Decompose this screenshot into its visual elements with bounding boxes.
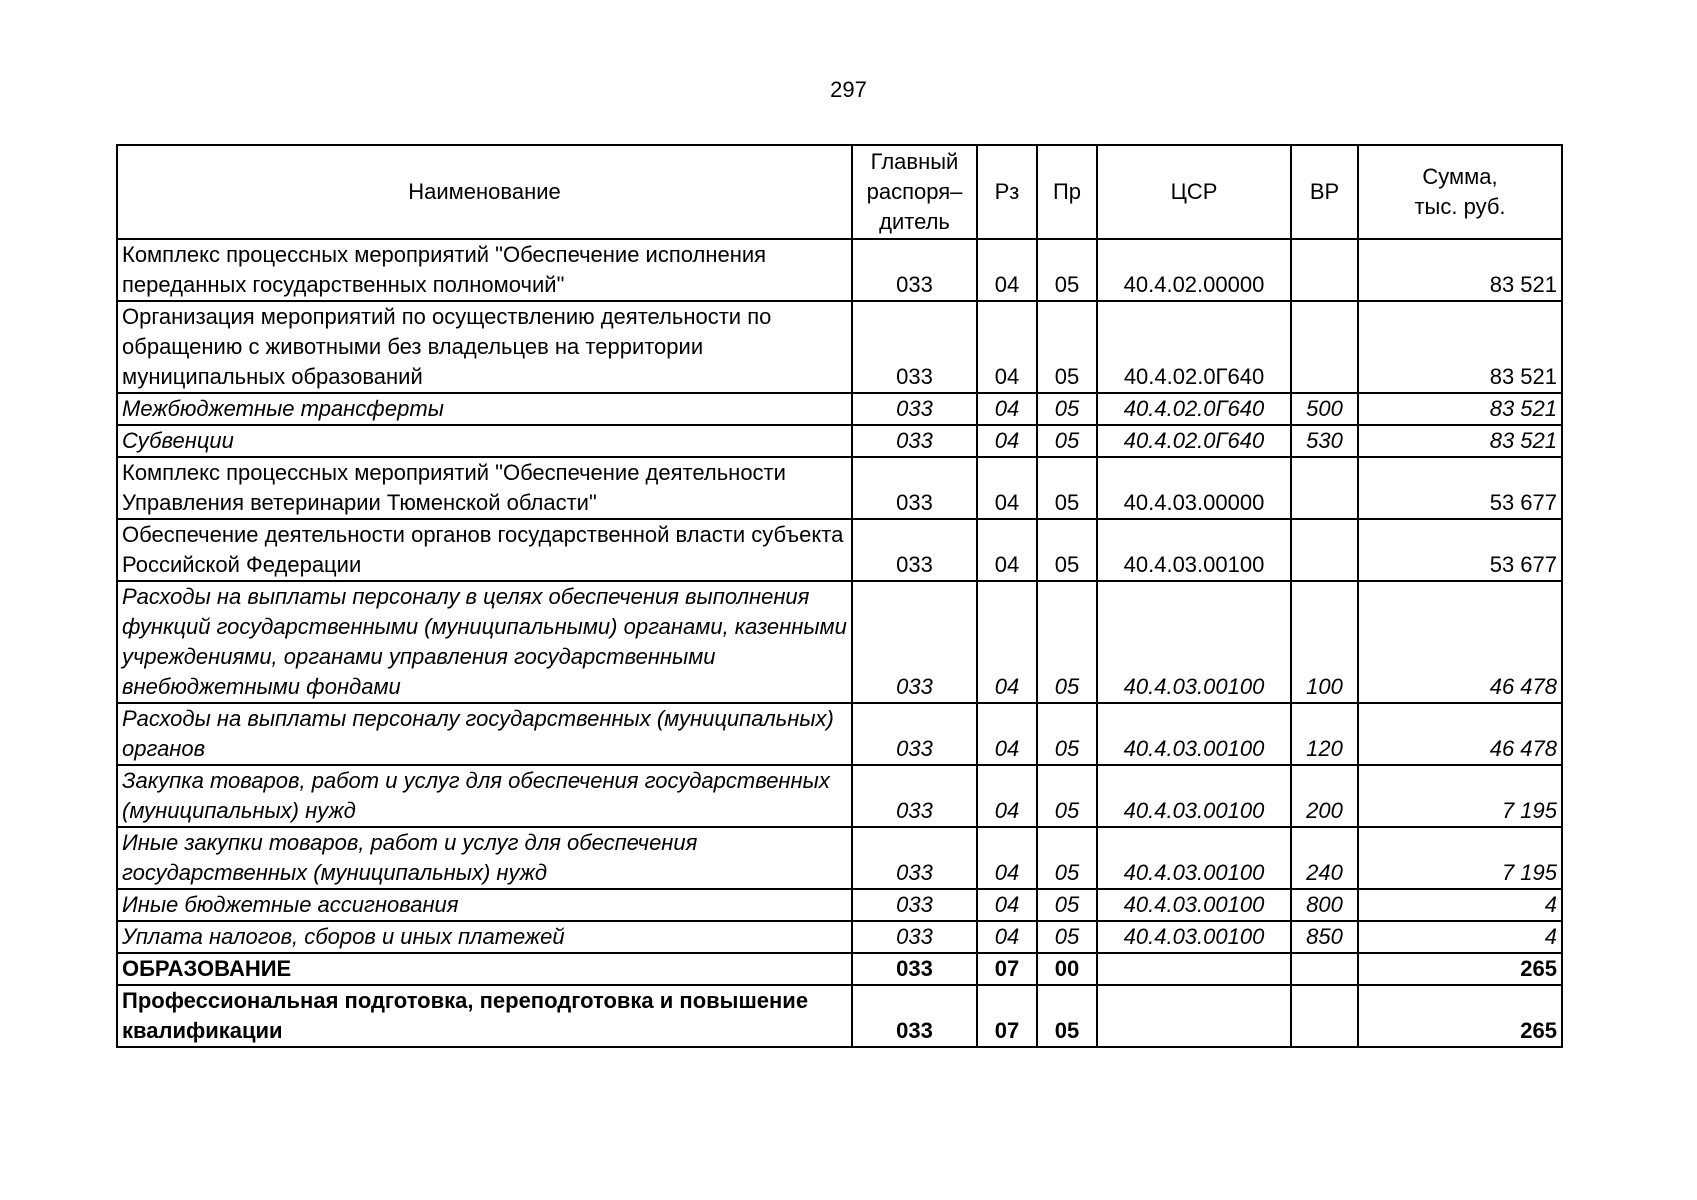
cell-csr: 40.4.03.00100 [1097, 519, 1291, 581]
cell-rz: 04 [977, 239, 1037, 301]
cell-grbs: 033 [852, 827, 977, 889]
cell-name: Профессиональная подготовка, переподготовка и повышение квалификации [117, 985, 852, 1047]
cell-name: Закупка товаров, работ и услуг для обеспечения государственных (муниципальных) нужд [117, 765, 852, 827]
cell-vr [1291, 985, 1358, 1047]
cell-pr: 00 [1037, 953, 1097, 985]
cell-name: Иные бюджетные ассигнования [117, 889, 852, 921]
cell-pr: 05 [1037, 827, 1097, 889]
cell-vr: 530 [1291, 425, 1358, 457]
cell-vr [1291, 239, 1358, 301]
cell-rz: 04 [977, 921, 1037, 953]
cell-grbs: 033 [852, 889, 977, 921]
cell-name: Иные закупки товаров, работ и услуг для обеспечения государственных (муниципальных) нужд [117, 827, 852, 889]
cell-grbs: 033 [852, 519, 977, 581]
cell-csr: 40.4.02.0Г640 [1097, 301, 1291, 393]
cell-csr [1097, 953, 1291, 985]
cell-pr: 05 [1037, 921, 1097, 953]
cell-csr: 40.4.03.00100 [1097, 581, 1291, 703]
cell-rz: 04 [977, 703, 1037, 765]
header-csr: ЦСР [1097, 145, 1291, 239]
cell-pr: 05 [1037, 457, 1097, 519]
header-grbs-line2: распоря– [866, 179, 963, 204]
cell-sum: 7 195 [1358, 827, 1562, 889]
cell-csr [1097, 985, 1291, 1047]
cell-rz: 07 [977, 953, 1037, 985]
cell-vr [1291, 953, 1358, 985]
header-rz: Рз [977, 145, 1037, 239]
cell-grbs: 033 [852, 301, 977, 393]
cell-name: Обеспечение деятельности органов государственной власти субъекта Российской Федерации [117, 519, 852, 581]
cell-grbs: 033 [852, 953, 977, 985]
cell-sum: 46 478 [1358, 703, 1562, 765]
cell-grbs: 033 [852, 581, 977, 703]
table-row [117, 425, 1562, 457]
cell-grbs: 033 [852, 765, 977, 827]
cell-sum: 53 677 [1358, 457, 1562, 519]
table-row [117, 519, 1562, 581]
header-grbs-line3: дитель [879, 209, 950, 234]
cell-sum: 83 521 [1358, 425, 1562, 457]
cell-rz: 04 [977, 425, 1037, 457]
cell-rz: 04 [977, 301, 1037, 393]
cell-rz: 04 [977, 457, 1037, 519]
cell-vr: 100 [1291, 581, 1358, 703]
cell-name: Комплекс процессных мероприятий "Обеспечение деятельности Управления ветеринарии Тюменской области" [117, 457, 852, 519]
cell-pr: 05 [1037, 425, 1097, 457]
cell-rz: 04 [977, 827, 1037, 889]
cell-name: Организация мероприятий по осуществлению деятельности по обращению с животными без владельцев на территории муниципальных образований [117, 301, 852, 393]
cell-sum: 265 [1358, 985, 1562, 1047]
table-row [117, 985, 1562, 1047]
header-sum [1358, 145, 1562, 239]
cell-pr: 05 [1037, 519, 1097, 581]
cell-csr: 40.4.03.00100 [1097, 921, 1291, 953]
cell-vr [1291, 301, 1358, 393]
cell-csr: 40.4.03.00000 [1097, 457, 1291, 519]
table-row [117, 921, 1562, 953]
cell-vr: 800 [1291, 889, 1358, 921]
cell-pr: 05 [1037, 301, 1097, 393]
table-row [117, 239, 1562, 301]
cell-pr: 05 [1037, 239, 1097, 301]
cell-csr: 40.4.03.00100 [1097, 827, 1291, 889]
cell-pr: 05 [1037, 393, 1097, 425]
cell-pr: 05 [1037, 703, 1097, 765]
cell-grbs: 033 [852, 425, 977, 457]
cell-pr: 05 [1037, 985, 1097, 1047]
table-header-row [117, 145, 1562, 239]
cell-name: Расходы на выплаты персоналу государственных (муниципальных) органов [117, 703, 852, 765]
header-sum-line1: Сумма, [1422, 164, 1498, 189]
cell-name: ОБРАЗОВАНИЕ [117, 953, 852, 985]
cell-name: Комплекс процессных мероприятий "Обеспечение исполнения переданных государственных полномочий" [117, 239, 852, 301]
header-grbs [852, 145, 977, 239]
cell-vr [1291, 519, 1358, 581]
cell-vr: 500 [1291, 393, 1358, 425]
cell-name: Межбюджетные трансферты [117, 393, 852, 425]
table-row [117, 301, 1562, 393]
cell-sum: 83 521 [1358, 239, 1562, 301]
cell-csr: 40.4.03.00100 [1097, 889, 1291, 921]
cell-grbs: 033 [852, 393, 977, 425]
cell-vr: 120 [1291, 703, 1358, 765]
header-sum-line2: тыс. руб. [1414, 194, 1506, 219]
table-row [117, 953, 1562, 985]
cell-grbs: 033 [852, 703, 977, 765]
cell-pr: 05 [1037, 581, 1097, 703]
cell-pr: 05 [1037, 765, 1097, 827]
cell-csr: 40.4.03.00100 [1097, 703, 1291, 765]
table-row [117, 765, 1562, 827]
cell-csr: 40.4.02.0Г640 [1097, 393, 1291, 425]
cell-pr: 05 [1037, 889, 1097, 921]
cell-sum: 7 195 [1358, 765, 1562, 827]
cell-rz: 07 [977, 985, 1037, 1047]
cell-csr: 40.4.02.00000 [1097, 239, 1291, 301]
table-row [117, 581, 1562, 703]
table-row [117, 889, 1562, 921]
cell-name: Расходы на выплаты персоналу в целях обеспечения выполнения функций государственными (муниципальными) органами, казенными учреждениями, органами управления государственными внебюджетными фондами [117, 581, 852, 703]
cell-sum: 265 [1358, 953, 1562, 985]
cell-vr: 240 [1291, 827, 1358, 889]
cell-sum: 83 521 [1358, 301, 1562, 393]
table-body [117, 239, 1562, 1047]
cell-grbs: 033 [852, 239, 977, 301]
cell-rz: 04 [977, 519, 1037, 581]
budget-table [116, 144, 1563, 1048]
page-number: 297 [830, 77, 867, 102]
table-row [117, 703, 1562, 765]
cell-grbs: 033 [852, 985, 977, 1047]
cell-sum: 83 521 [1358, 393, 1562, 425]
cell-vr: 200 [1291, 765, 1358, 827]
header-vr: ВР [1291, 145, 1358, 239]
cell-rz: 04 [977, 765, 1037, 827]
cell-grbs: 033 [852, 921, 977, 953]
cell-csr: 40.4.03.00100 [1097, 765, 1291, 827]
header-name: Наименование [117, 145, 852, 239]
cell-sum: 4 [1358, 921, 1562, 953]
table-row [117, 393, 1562, 425]
cell-sum: 53 677 [1358, 519, 1562, 581]
cell-sum: 46 478 [1358, 581, 1562, 703]
cell-rz: 04 [977, 393, 1037, 425]
header-pr: Пр [1037, 145, 1097, 239]
table-row [117, 827, 1562, 889]
cell-name: Субвенции [117, 425, 852, 457]
cell-csr: 40.4.02.0Г640 [1097, 425, 1291, 457]
cell-rz: 04 [977, 581, 1037, 703]
cell-grbs: 033 [852, 457, 977, 519]
cell-rz: 04 [977, 889, 1037, 921]
cell-sum: 4 [1358, 889, 1562, 921]
cell-vr [1291, 457, 1358, 519]
table-row [117, 457, 1562, 519]
cell-name: Уплата налогов, сборов и иных платежей [117, 921, 852, 953]
header-grbs-line1: Главный [870, 149, 959, 174]
cell-vr: 850 [1291, 921, 1358, 953]
